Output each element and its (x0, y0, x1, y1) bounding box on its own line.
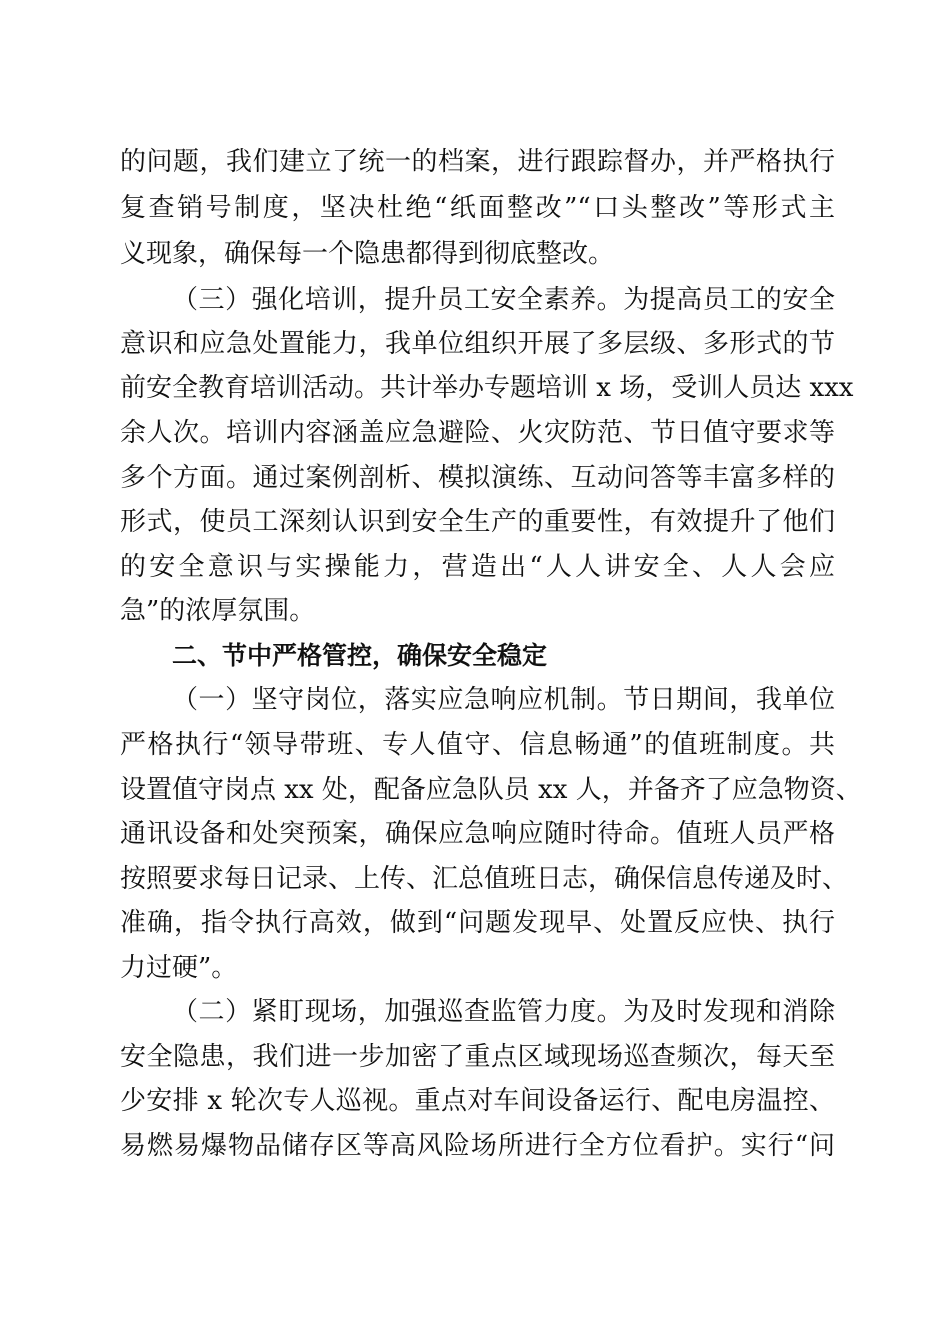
body-text-line: 余人次。培训内容涵盖应急避险、火灾防范、节日值守要求等 (120, 418, 835, 448)
body-text-line: 的问题，我们建立了统一的档案，进行跟踪督办，并严格执行 (120, 147, 835, 177)
body-text-line: 复查销号制度，坚决杜绝“纸面整改”“口头整改”等形式主 (120, 193, 835, 223)
body-text-line: 力过硬”。 (120, 953, 238, 983)
body-text-line: 严格执行“领导带班、专人值守、信息畅通”的值班制度。共 (120, 730, 835, 760)
subsection-heading-line: （二）紧盯现场，加强巡查监管力度。为及时发现和消除 (172, 997, 835, 1027)
body-text-line: 意识和应急处置能力，我单位组织开展了多层级、多形式的节 (120, 329, 835, 359)
body-text-line: 少安排 x 轮次专人巡视。重点对车间设备运行、配电房温控、 (120, 1086, 835, 1116)
body-text-line: 通讯设备和处突预案，确保应急响应随时待命。值班人员严格 (120, 819, 835, 849)
subsection-heading-line: （三）强化培训，提升员工安全素养。为提高员工的安全 (172, 285, 835, 315)
body-text-line: 安全隐患，我们进一步加密了重点区域现场巡查频次，每天至 (120, 1042, 835, 1072)
body-text-line: 易燃易爆物品储存区等高风险场所进行全方位看护。实行“问 (120, 1131, 835, 1161)
section-heading: 二、节中严格管控，确保安全稳定 (172, 641, 548, 670)
body-text-line: 设置值守岗点 xx 处，配备应急队员 xx 人，并备齐了应急物资、 (120, 775, 862, 805)
body-text-line: 准确，指令执行高效，做到“问题发现早、处置反应快、执行 (120, 908, 835, 938)
subsection-heading-line: （一）坚守岗位，落实应急响应机制。节日期间，我单位 (172, 685, 835, 715)
body-text-line: 急”的浓厚氛围。 (120, 596, 316, 626)
body-text-line: 按照要求每日记录、上传、汇总值班日志，确保信息传递及时、 (120, 864, 849, 894)
body-text-line: 多个方面。通过案例剖析、模拟演练、互动问答等丰富多样的 (120, 463, 835, 493)
body-text-line: 形式，使员工深刻认识到安全生产的重要性，有效提升了他们 (120, 507, 835, 537)
body-text-line: 义现象，确保每一个隐患都得到彻底整改。 (120, 239, 615, 269)
body-text-line: 前安全教育培训活动。共计举办专题培训 x 场，受训人员达 xxx (120, 373, 854, 403)
body-text-line: 的安全意识与实操能力，营造出“人人讲安全、人人会应 (120, 552, 835, 582)
